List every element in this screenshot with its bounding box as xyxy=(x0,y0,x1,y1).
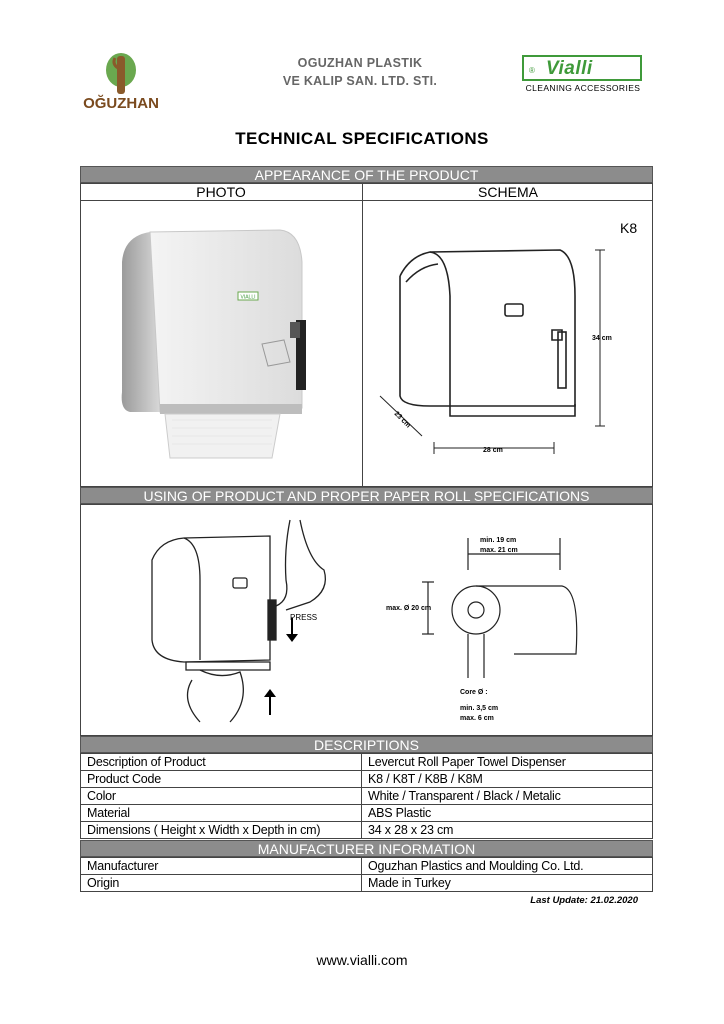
table-row xyxy=(81,822,653,839)
oguzhan-logo-text: OĞUZHAN xyxy=(83,95,159,112)
paper-roll-diagram xyxy=(384,530,604,730)
usage-band: USING OF PRODUCT AND PROPER PAPER ROLL SPECIFICATIONS xyxy=(80,487,653,504)
core-max-label: max. 6 cm xyxy=(460,715,494,722)
photo-badge: VIALLI xyxy=(240,294,256,301)
table-row xyxy=(81,754,653,771)
row-value: 34 x 28 x 23 cm xyxy=(362,822,653,839)
dispenser-schema xyxy=(370,236,620,466)
table-row xyxy=(81,858,653,875)
row-label: Color xyxy=(81,788,362,805)
row-value: White / Transparent / Black / Metalic xyxy=(362,788,653,805)
row-label: Material xyxy=(81,805,362,822)
core-min-label: min. 3,5 cm xyxy=(460,705,499,712)
row-value: ABS Plastic xyxy=(362,805,653,822)
model-code: K8 xyxy=(620,220,638,236)
core-label: Core Ø : xyxy=(460,689,488,696)
manufacturer-band: MANUFACTURER INFORMATION xyxy=(80,840,653,857)
max-diameter-label: max. Ø 20 cm xyxy=(386,605,432,612)
schema-width: 28 cm xyxy=(483,447,503,454)
registered-icon: ® xyxy=(529,66,535,75)
schema-depth: 23 cm xyxy=(392,410,412,430)
dispenser-photo xyxy=(110,222,330,462)
max-width-label: max. 21 cm xyxy=(480,547,518,554)
row-value: Oguzhan Plastics and Moulding Co. Ltd. xyxy=(362,858,653,875)
usage-illustration xyxy=(140,510,340,730)
page-title: TECHNICAL SPECIFICATIONS xyxy=(235,129,489,148)
appearance-divider xyxy=(362,183,363,487)
company-name xyxy=(230,54,490,90)
photo-label: PHOTO xyxy=(196,184,246,200)
min-width-label: min. 19 cm xyxy=(480,537,517,544)
row-value: K8 / K8T / K8B / K8M xyxy=(362,771,653,788)
table-row xyxy=(81,788,653,805)
oguzhan-logo xyxy=(66,48,176,116)
vialli-logo-text: Vialli xyxy=(546,58,593,79)
manufacturer-table xyxy=(80,857,653,892)
table-row xyxy=(81,771,653,788)
row-label: Description of Product xyxy=(81,754,362,771)
table-row xyxy=(81,805,653,822)
row-label: Dimensions ( Height x Width x Depth in cm) xyxy=(81,822,362,839)
schema-label: SCHEMA xyxy=(478,184,538,200)
row-value: Levercut Roll Paper Towel Dispenser xyxy=(362,754,653,771)
appearance-band: APPEARANCE OF THE PRODUCT xyxy=(80,166,653,183)
table-row xyxy=(81,875,653,892)
vialli-logo xyxy=(522,55,642,81)
row-value: Made in Turkey xyxy=(362,875,653,892)
company-line-1: OGUZHAN PLASTIK xyxy=(297,56,423,70)
schema-height: 34 cm xyxy=(592,335,612,342)
press-label: PRESS xyxy=(290,613,318,622)
last-update: Last Update: 21.02.2020 xyxy=(530,895,638,906)
vialli-tagline: CLEANING ACCESSORIES xyxy=(525,83,641,93)
appearance-header-line xyxy=(80,200,653,201)
company-line-2: VE KALIP SAN. LTD. STI. xyxy=(282,74,438,88)
descriptions-table xyxy=(80,753,653,839)
oguzhan-logo-icon xyxy=(66,48,176,96)
descriptions-band: DESCRIPTIONS xyxy=(80,736,653,753)
footer-website[interactable]: www.vialli.com xyxy=(316,952,408,968)
row-label: Product Code xyxy=(81,771,362,788)
row-label: Origin xyxy=(81,875,362,892)
row-label: Manufacturer xyxy=(81,858,362,875)
